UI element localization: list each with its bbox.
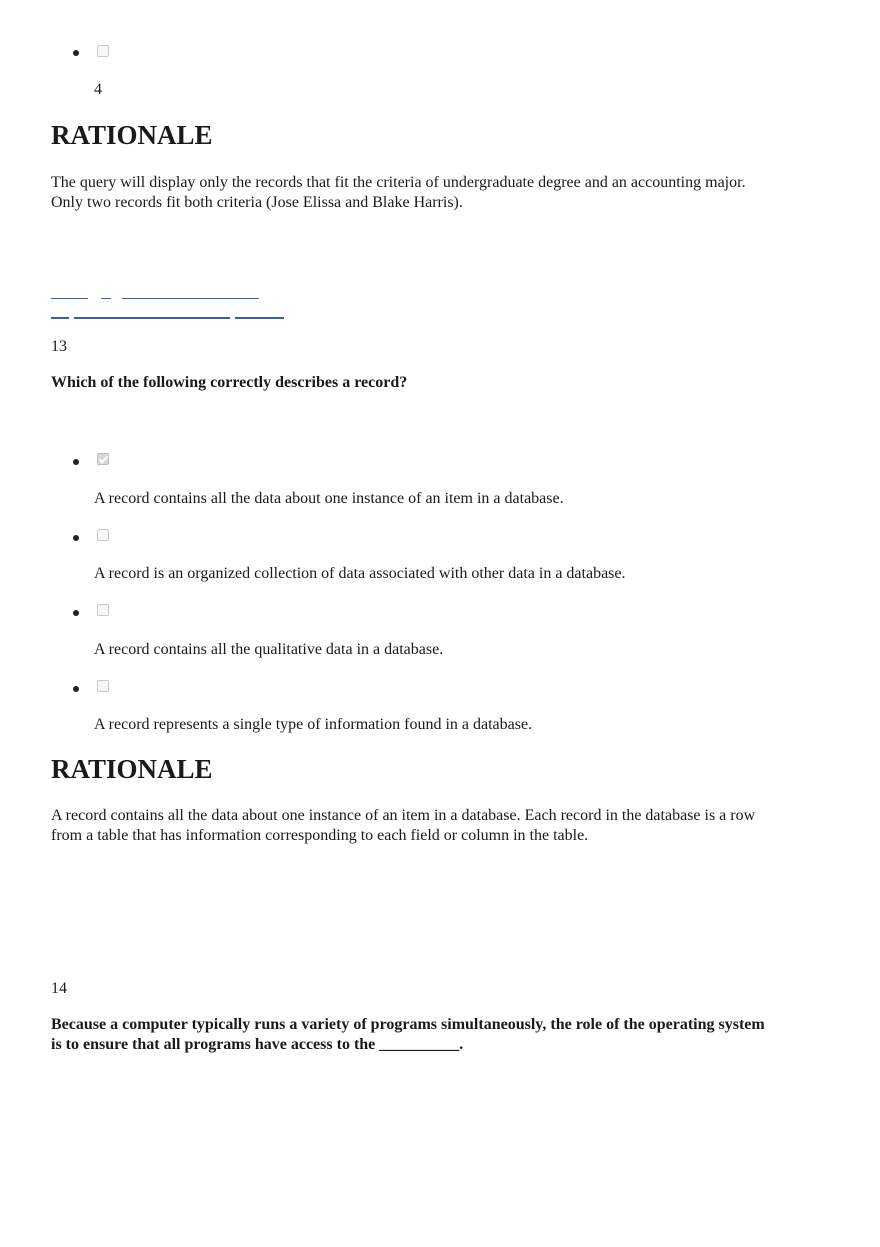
option-label: A record represents a single type of information found in a database. [94, 716, 533, 733]
link-underline[interactable] [74, 317, 230, 319]
question-prompt: Which of the following correctly describes a record? [51, 374, 408, 391]
rationale-text-line: A record contains all the data about one instance of an item in a database. Each record in the database is a row [51, 807, 756, 824]
option-checkbox[interactable] [97, 604, 109, 616]
list-bullet [73, 459, 79, 465]
rationale-heading: RATIONALE [51, 120, 213, 150]
list-bullet [73, 50, 79, 56]
option-label: A record contains all the qualitative data in a database. [94, 641, 444, 658]
rationale-text-line: Only two records fit both criteria (Jose Elissa and Blake Harris). [51, 194, 463, 211]
option-checkbox-checked[interactable] [97, 453, 109, 465]
list-bullet [73, 535, 79, 541]
option-checkbox[interactable] [97, 529, 109, 541]
link-underline[interactable] [51, 298, 88, 299]
option-label: 4 [94, 81, 102, 98]
link-underline[interactable] [51, 317, 69, 319]
option-label: A record contains all the data about one instance of an item in a database. [94, 490, 564, 507]
question-number: 14 [51, 980, 67, 997]
question-prompt [51, 1015, 841, 1055]
question-prompt-line: is to ensure that all programs have access to the __________. [51, 1036, 464, 1053]
list-bullet [73, 610, 79, 616]
rationale-text-line: from a table that has information corresponding to each field or column in the table. [51, 827, 589, 844]
link-underline[interactable] [122, 298, 259, 299]
option-label: A record is an organized collection of data associated with other data in a database. [94, 565, 626, 582]
rationale-text-line: The query will display only the records that fit the criteria of undergraduate degree and an accounting major. [51, 174, 746, 191]
link-underline[interactable] [101, 298, 111, 299]
list-bullet [73, 686, 79, 692]
rationale-text [51, 806, 831, 846]
link-underline[interactable] [235, 317, 284, 319]
rationale-heading: RATIONALE [51, 754, 213, 784]
option-checkbox[interactable] [97, 680, 109, 692]
question-prompt-line: Because a computer typically runs a variety of programs simultaneously, the role of the operating system [51, 1016, 765, 1033]
rationale-text [51, 173, 831, 213]
option-checkbox[interactable] [97, 45, 109, 57]
question-number: 13 [51, 338, 67, 355]
